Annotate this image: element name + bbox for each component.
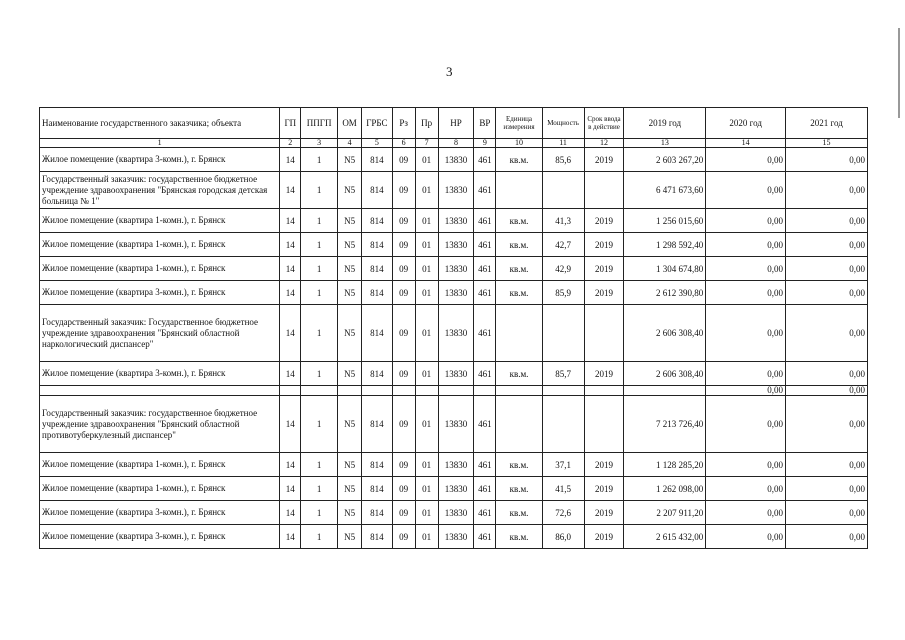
row-gp: 14 bbox=[280, 148, 301, 172]
row-om: N5 bbox=[338, 281, 362, 305]
row-unit: кв.м. bbox=[496, 148, 542, 172]
row-2021: 0,00 bbox=[786, 501, 868, 525]
row-2019: 1 304 674,80 bbox=[624, 257, 706, 281]
row-nr bbox=[438, 386, 474, 396]
row-vr: 461 bbox=[474, 233, 496, 257]
row-om: N5 bbox=[338, 453, 362, 477]
row-2021: 0,00 bbox=[786, 257, 868, 281]
row-grbs: 814 bbox=[362, 453, 392, 477]
row-unit: кв.м. bbox=[496, 501, 542, 525]
row-pr: 01 bbox=[415, 209, 438, 233]
table-row bbox=[40, 501, 868, 525]
row-om: N5 bbox=[338, 257, 362, 281]
column-number: 13 bbox=[624, 139, 706, 148]
row-2019: 6 471 673,60 bbox=[624, 172, 706, 209]
row-2019: 2 207 911,20 bbox=[624, 501, 706, 525]
row-term: 2019 bbox=[584, 257, 624, 281]
column-number-row bbox=[40, 139, 868, 148]
table-row bbox=[40, 257, 868, 281]
row-ppgp: 1 bbox=[301, 172, 338, 209]
row-2021: 0,00 bbox=[786, 362, 868, 386]
row-rz: 09 bbox=[392, 257, 415, 281]
row-term bbox=[584, 172, 624, 209]
row-nr: 13830 bbox=[438, 257, 474, 281]
row-2021: 0,00 bbox=[786, 172, 868, 209]
column-number: 12 bbox=[584, 139, 624, 148]
row-2019: 2 615 432,00 bbox=[624, 525, 706, 549]
column-number: 8 bbox=[438, 139, 474, 148]
row-2021: 0,00 bbox=[786, 477, 868, 501]
header-ppgp: ППГП bbox=[301, 108, 338, 139]
row-2019: 7 213 726,40 bbox=[624, 396, 706, 453]
row-name: Жилое помещение (квартира 1-комн.), г. Брянск bbox=[40, 233, 280, 257]
row-pr: 01 bbox=[415, 453, 438, 477]
row-power: 85,7 bbox=[542, 362, 584, 386]
row-power: 42,7 bbox=[542, 233, 584, 257]
row-vr: 461 bbox=[474, 362, 496, 386]
row-vr: 461 bbox=[474, 148, 496, 172]
row-nr: 13830 bbox=[438, 172, 474, 209]
row-2021: 0,00 bbox=[786, 281, 868, 305]
row-pr: 01 bbox=[415, 525, 438, 549]
header-power: Мощность bbox=[542, 108, 584, 139]
row-unit: кв.м. bbox=[496, 209, 542, 233]
row-2019: 1 256 015,60 bbox=[624, 209, 706, 233]
row-2020: 0,00 bbox=[706, 172, 786, 209]
row-gp: 14 bbox=[280, 453, 301, 477]
row-power: 41,5 bbox=[542, 477, 584, 501]
row-power: 72,6 bbox=[542, 501, 584, 525]
row-pr: 01 bbox=[415, 501, 438, 525]
row-vr: 461 bbox=[474, 525, 496, 549]
column-number: 2 bbox=[280, 139, 301, 148]
row-pr: 01 bbox=[415, 148, 438, 172]
row-name: Жилое помещение (квартира 3-комн.), г. Брянск bbox=[40, 148, 280, 172]
row-rz: 09 bbox=[392, 477, 415, 501]
row-2020: 0,00 bbox=[706, 362, 786, 386]
scan-edge-mark bbox=[898, 28, 900, 118]
row-rz: 09 bbox=[392, 148, 415, 172]
column-number: 10 bbox=[496, 139, 542, 148]
row-om: N5 bbox=[338, 362, 362, 386]
header-rz: Рз bbox=[392, 108, 415, 139]
row-pr: 01 bbox=[415, 305, 438, 362]
row-nr: 13830 bbox=[438, 453, 474, 477]
table-row bbox=[40, 233, 868, 257]
column-number: 15 bbox=[786, 139, 868, 148]
row-term: 2019 bbox=[584, 362, 624, 386]
row-om: N5 bbox=[338, 396, 362, 453]
row-pr: 01 bbox=[415, 281, 438, 305]
header-vr: ВР bbox=[474, 108, 496, 139]
row-2020: 0,00 bbox=[706, 477, 786, 501]
row-unit: кв.м. bbox=[496, 362, 542, 386]
row-om: N5 bbox=[338, 501, 362, 525]
header-unit: Единица измерения bbox=[496, 108, 542, 139]
row-2020: 0,00 bbox=[706, 233, 786, 257]
row-ppgp: 1 bbox=[301, 477, 338, 501]
row-pr: 01 bbox=[415, 396, 438, 453]
row-2021: 0,00 bbox=[786, 209, 868, 233]
row-name: Жилое помещение (квартира 1-комн.), г. Брянск bbox=[40, 257, 280, 281]
row-rz: 09 bbox=[392, 281, 415, 305]
row-grbs: 814 bbox=[362, 172, 392, 209]
row-2020: 0,00 bbox=[706, 148, 786, 172]
row-name: Государственный заказчик: государственное бюджетное учреждение здравоохранения "Брянский областной противотуберкулезный диспансер" bbox=[40, 396, 280, 453]
header-2019: 2019 год bbox=[624, 108, 706, 139]
row-2020: 0,00 bbox=[706, 305, 786, 362]
row-unit bbox=[496, 396, 542, 453]
table-row bbox=[40, 386, 868, 396]
row-term: 2019 bbox=[584, 209, 624, 233]
row-vr: 461 bbox=[474, 305, 496, 362]
row-vr: 461 bbox=[474, 257, 496, 281]
table-row bbox=[40, 453, 868, 477]
column-number: 5 bbox=[362, 139, 392, 148]
row-unit: кв.м. bbox=[496, 257, 542, 281]
row-grbs: 814 bbox=[362, 281, 392, 305]
row-nr: 13830 bbox=[438, 209, 474, 233]
row-grbs: 814 bbox=[362, 305, 392, 362]
row-term bbox=[584, 396, 624, 453]
row-name: Жилое помещение (квартира 1-комн.), г. Брянск bbox=[40, 209, 280, 233]
row-2019 bbox=[624, 386, 706, 396]
row-grbs: 814 bbox=[362, 148, 392, 172]
row-2020: 0,00 bbox=[706, 525, 786, 549]
row-ppgp: 1 bbox=[301, 305, 338, 362]
row-ppgp: 1 bbox=[301, 453, 338, 477]
header-2020: 2020 год bbox=[706, 108, 786, 139]
row-2019: 2 606 308,40 bbox=[624, 305, 706, 362]
table-row bbox=[40, 281, 868, 305]
row-grbs: 814 bbox=[362, 257, 392, 281]
header-row bbox=[40, 108, 868, 139]
row-om: N5 bbox=[338, 148, 362, 172]
row-name: Жилое помещение (квартира 3-комн.), г. Брянск bbox=[40, 501, 280, 525]
row-unit: кв.м. bbox=[496, 453, 542, 477]
row-grbs: 814 bbox=[362, 525, 392, 549]
row-unit: кв.м. bbox=[496, 281, 542, 305]
row-gp: 14 bbox=[280, 233, 301, 257]
column-number: 9 bbox=[474, 139, 496, 148]
table-row bbox=[40, 477, 868, 501]
row-grbs bbox=[362, 386, 392, 396]
row-gp: 14 bbox=[280, 396, 301, 453]
row-2021: 0,00 bbox=[786, 148, 868, 172]
row-2021: 0,00 bbox=[786, 233, 868, 257]
row-2019: 1 298 592,40 bbox=[624, 233, 706, 257]
row-nr: 13830 bbox=[438, 501, 474, 525]
row-2021: 0,00 bbox=[786, 525, 868, 549]
row-ppgp: 1 bbox=[301, 148, 338, 172]
row-ppgp: 1 bbox=[301, 257, 338, 281]
row-2021: 0,00 bbox=[786, 396, 868, 453]
row-2019: 2 612 390,80 bbox=[624, 281, 706, 305]
row-pr: 01 bbox=[415, 257, 438, 281]
column-number: 11 bbox=[542, 139, 584, 148]
table-row bbox=[40, 209, 868, 233]
header-pr: Пр bbox=[415, 108, 438, 139]
row-rz: 09 bbox=[392, 209, 415, 233]
row-name: Жилое помещение (квартира 1-комн.), г. Брянск bbox=[40, 453, 280, 477]
row-vr: 461 bbox=[474, 501, 496, 525]
row-term: 2019 bbox=[584, 233, 624, 257]
header-2021: 2021 год bbox=[786, 108, 868, 139]
row-vr: 461 bbox=[474, 396, 496, 453]
row-gp: 14 bbox=[280, 525, 301, 549]
row-power: 42,9 bbox=[542, 257, 584, 281]
row-ppgp: 1 bbox=[301, 396, 338, 453]
header-grbs: ГРБС bbox=[362, 108, 392, 139]
row-name bbox=[40, 386, 280, 396]
row-vr: 461 bbox=[474, 209, 496, 233]
row-vr: 461 bbox=[474, 281, 496, 305]
row-ppgp: 1 bbox=[301, 501, 338, 525]
row-2019: 2 603 267,20 bbox=[624, 148, 706, 172]
column-number: 7 bbox=[415, 139, 438, 148]
row-name: Государственный заказчик: государственное бюджетное учреждение здравоохранения "Брянская городская детская больница № 1" bbox=[40, 172, 280, 209]
row-2019: 2 606 308,40 bbox=[624, 362, 706, 386]
row-grbs: 814 bbox=[362, 477, 392, 501]
row-2020: 0,00 bbox=[706, 453, 786, 477]
row-om: N5 bbox=[338, 209, 362, 233]
row-gp: 14 bbox=[280, 172, 301, 209]
table-row bbox=[40, 362, 868, 386]
row-om bbox=[338, 386, 362, 396]
row-grbs: 814 bbox=[362, 233, 392, 257]
row-name: Жилое помещение (квартира 3-комн.), г. Брянск bbox=[40, 525, 280, 549]
row-grbs: 814 bbox=[362, 396, 392, 453]
column-number: 3 bbox=[301, 139, 338, 148]
row-name: Жилое помещение (квартира 1-комн.), г. Брянск bbox=[40, 477, 280, 501]
header-nr: НР bbox=[438, 108, 474, 139]
row-rz bbox=[392, 386, 415, 396]
column-number: 6 bbox=[392, 139, 415, 148]
row-unit: кв.м. bbox=[496, 233, 542, 257]
row-rz: 09 bbox=[392, 233, 415, 257]
row-rz: 09 bbox=[392, 305, 415, 362]
row-ppgp: 1 bbox=[301, 362, 338, 386]
row-gp: 14 bbox=[280, 362, 301, 386]
row-power bbox=[542, 396, 584, 453]
row-nr: 13830 bbox=[438, 148, 474, 172]
row-rz: 09 bbox=[392, 362, 415, 386]
row-pr: 01 bbox=[415, 477, 438, 501]
row-gp: 14 bbox=[280, 257, 301, 281]
header-term: Срок ввода в действие bbox=[584, 108, 624, 139]
row-term: 2019 bbox=[584, 525, 624, 549]
row-gp: 14 bbox=[280, 501, 301, 525]
row-power bbox=[542, 172, 584, 209]
row-vr: 461 bbox=[474, 477, 496, 501]
row-nr: 13830 bbox=[438, 233, 474, 257]
table-row bbox=[40, 172, 868, 209]
row-power: 86,0 bbox=[542, 525, 584, 549]
row-power: 37,1 bbox=[542, 453, 584, 477]
row-unit: кв.м. bbox=[496, 525, 542, 549]
row-ppgp: 1 bbox=[301, 281, 338, 305]
row-power: 85,9 bbox=[542, 281, 584, 305]
row-name: Государственный заказчик: Государственное бюджетное учреждение здравоохранения "Брянский областной наркологический диспансер" bbox=[40, 305, 280, 362]
row-rz: 09 bbox=[392, 396, 415, 453]
row-2020: 0,00 bbox=[706, 209, 786, 233]
row-gp: 14 bbox=[280, 305, 301, 362]
row-term: 2019 bbox=[584, 477, 624, 501]
row-om: N5 bbox=[338, 172, 362, 209]
row-2020: 0,00 bbox=[706, 396, 786, 453]
row-ppgp bbox=[301, 386, 338, 396]
column-number: 14 bbox=[706, 139, 786, 148]
page-number: 3 bbox=[446, 64, 453, 79]
row-2019: 1 128 285,20 bbox=[624, 453, 706, 477]
header-name: Наименование государственного заказчика; объекта bbox=[40, 108, 280, 139]
row-rz: 09 bbox=[392, 501, 415, 525]
row-grbs: 814 bbox=[362, 362, 392, 386]
row-power: 85,6 bbox=[542, 148, 584, 172]
row-om: N5 bbox=[338, 477, 362, 501]
row-2021: 0,00 bbox=[786, 386, 868, 396]
table-row bbox=[40, 396, 868, 453]
row-pr: 01 bbox=[415, 362, 438, 386]
row-rz: 09 bbox=[392, 453, 415, 477]
row-vr bbox=[474, 386, 496, 396]
row-unit: кв.м. bbox=[496, 477, 542, 501]
row-term: 2019 bbox=[584, 281, 624, 305]
row-ppgp: 1 bbox=[301, 525, 338, 549]
row-nr: 13830 bbox=[438, 477, 474, 501]
row-term bbox=[584, 305, 624, 362]
row-nr: 13830 bbox=[438, 525, 474, 549]
row-grbs: 814 bbox=[362, 209, 392, 233]
row-2021: 0,00 bbox=[786, 453, 868, 477]
row-pr: 01 bbox=[415, 233, 438, 257]
row-power bbox=[542, 305, 584, 362]
row-name: Жилое помещение (квартира 3-комн.), г. Брянск bbox=[40, 362, 280, 386]
row-2020: 0,00 bbox=[706, 386, 786, 396]
row-2020: 0,00 bbox=[706, 257, 786, 281]
row-grbs: 814 bbox=[362, 501, 392, 525]
row-nr: 13830 bbox=[438, 305, 474, 362]
table-row bbox=[40, 305, 868, 362]
row-rz: 09 bbox=[392, 172, 415, 209]
row-pr bbox=[415, 386, 438, 396]
row-pr: 01 bbox=[415, 172, 438, 209]
row-om: N5 bbox=[338, 525, 362, 549]
row-rz: 09 bbox=[392, 525, 415, 549]
row-2021: 0,00 bbox=[786, 305, 868, 362]
row-power: 41,3 bbox=[542, 209, 584, 233]
row-vr: 461 bbox=[474, 453, 496, 477]
row-gp bbox=[280, 386, 301, 396]
header-gp: ГП bbox=[280, 108, 301, 139]
row-unit bbox=[496, 172, 542, 209]
row-nr: 13830 bbox=[438, 362, 474, 386]
row-name: Жилое помещение (квартира 3-комн.), г. Брянск bbox=[40, 281, 280, 305]
row-2020: 0,00 bbox=[706, 281, 786, 305]
column-number: 1 bbox=[40, 139, 280, 148]
row-gp: 14 bbox=[280, 209, 301, 233]
row-gp: 14 bbox=[280, 281, 301, 305]
row-ppgp: 1 bbox=[301, 233, 338, 257]
row-power bbox=[542, 386, 584, 396]
row-unit bbox=[496, 305, 542, 362]
row-om: N5 bbox=[338, 233, 362, 257]
row-nr: 13830 bbox=[438, 281, 474, 305]
row-nr: 13830 bbox=[438, 396, 474, 453]
row-om: N5 bbox=[338, 305, 362, 362]
column-number: 4 bbox=[338, 139, 362, 148]
row-term: 2019 bbox=[584, 148, 624, 172]
row-unit bbox=[496, 386, 542, 396]
row-2020: 0,00 bbox=[706, 501, 786, 525]
row-vr: 461 bbox=[474, 172, 496, 209]
row-gp: 14 bbox=[280, 477, 301, 501]
row-term: 2019 bbox=[584, 501, 624, 525]
table-row bbox=[40, 148, 868, 172]
row-term: 2019 bbox=[584, 453, 624, 477]
row-ppgp: 1 bbox=[301, 209, 338, 233]
budget-table bbox=[39, 107, 868, 549]
table-row bbox=[40, 525, 868, 549]
header-om: ОМ bbox=[338, 108, 362, 139]
row-term bbox=[584, 386, 624, 396]
row-2019: 1 262 098,00 bbox=[624, 477, 706, 501]
